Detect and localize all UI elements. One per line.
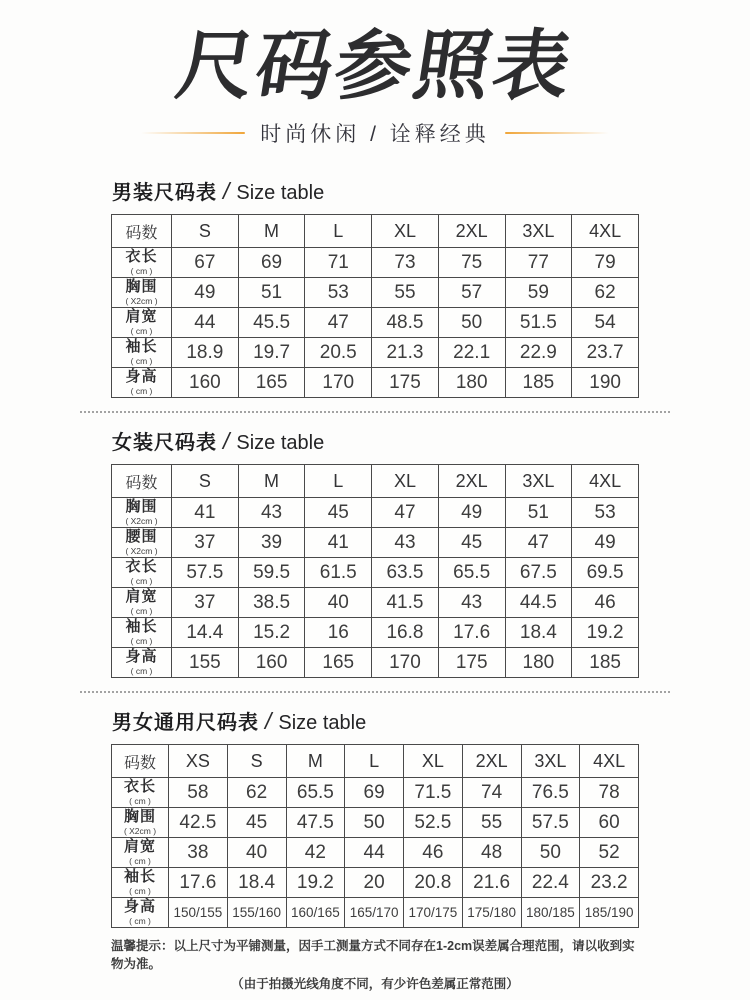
- row-label: [112, 588, 172, 618]
- size-value: 20: [345, 868, 404, 898]
- size-value: 21.6: [462, 868, 521, 898]
- section-men-sizes: [111, 176, 639, 398]
- measurement-row: [112, 248, 639, 278]
- measure-unit: ( X2cm ): [125, 546, 158, 557]
- size-value: 57: [438, 278, 505, 308]
- measure-name: 衣长: [125, 248, 158, 266]
- size-value: 76.5: [521, 778, 580, 808]
- row-label: [112, 808, 169, 838]
- size-value: 22.9: [505, 338, 572, 368]
- size-value: 185: [505, 368, 572, 398]
- size-value: 45: [227, 808, 286, 838]
- women-size-table: [111, 464, 639, 678]
- size-value: 185/190: [580, 898, 639, 928]
- size-column-header: M: [238, 465, 305, 498]
- size-value: 38.5: [238, 588, 305, 618]
- size-value: 69.5: [572, 558, 639, 588]
- row-label: [112, 838, 169, 868]
- measure-column-header: 码数: [112, 465, 172, 498]
- row-label: [112, 558, 172, 588]
- measurement-row: [112, 618, 639, 648]
- size-header-row: [112, 745, 639, 778]
- size-value: 44: [172, 308, 239, 338]
- row-label: [112, 898, 169, 928]
- size-value: 160: [238, 648, 305, 678]
- row-label: [112, 778, 169, 808]
- measure-column-header: 码数: [112, 745, 169, 778]
- section-title-en: Size table: [236, 182, 325, 205]
- size-value: 46: [404, 838, 463, 868]
- measurement-row: [112, 778, 639, 808]
- measure-name: 肩宽: [125, 308, 158, 326]
- size-header-row: [112, 465, 639, 498]
- size-value: 69: [345, 778, 404, 808]
- measure-unit: ( cm ): [130, 266, 153, 277]
- size-column-header: 4XL: [580, 745, 639, 778]
- measurement-row: [112, 338, 639, 368]
- size-value: 73: [372, 248, 439, 278]
- size-value: 170: [305, 368, 372, 398]
- size-value: 51: [238, 278, 305, 308]
- size-value: 78: [580, 778, 639, 808]
- size-value: 43: [372, 528, 439, 558]
- size-value: 50: [438, 308, 505, 338]
- size-value: 44.5: [505, 588, 572, 618]
- size-value: 74: [462, 778, 521, 808]
- size-value: 175: [438, 648, 505, 678]
- measurement-row: [112, 528, 639, 558]
- size-value: 180/185: [521, 898, 580, 928]
- measure-unit: ( cm ): [130, 326, 153, 337]
- size-value: 49: [572, 528, 639, 558]
- size-column-header: L: [305, 465, 372, 498]
- measure-name: 肩宽: [125, 588, 158, 606]
- measure-unit: ( X2cm ): [125, 516, 158, 527]
- size-value: 75: [438, 248, 505, 278]
- note-measurement-disclaimer: 温馨提示：以上尺寸为平铺测量，因手工测量方式不同存在1-2cm误差属合理范围，请以收到实物为准。: [111, 939, 635, 972]
- page-subtitle: 时尚休闲 / 诠释经典: [260, 123, 490, 147]
- size-value: 61.5: [305, 558, 372, 588]
- size-value: 49: [172, 278, 239, 308]
- size-column-header: 2XL: [462, 745, 521, 778]
- size-value: 47: [305, 308, 372, 338]
- size-value: 53: [305, 278, 372, 308]
- size-value: 20.8: [404, 868, 463, 898]
- size-value: 180: [438, 368, 505, 398]
- section-title-zh: 男装尺码表: [112, 182, 217, 205]
- size-value: 175: [372, 368, 439, 398]
- size-tables-content: [111, 176, 639, 993]
- size-value: 63.5: [372, 558, 439, 588]
- dotted-divider: [80, 411, 670, 413]
- size-value: 52: [580, 838, 639, 868]
- size-value: 65.5: [286, 778, 345, 808]
- size-value: 58: [169, 778, 228, 808]
- measure-unit: ( cm ): [129, 886, 151, 897]
- measure-name: 肩宽: [123, 838, 156, 856]
- page-title: 尺码参照表: [170, 24, 580, 109]
- size-value: 79: [572, 248, 639, 278]
- size-column-header: XL: [372, 465, 439, 498]
- size-value: 22.4: [521, 868, 580, 898]
- size-value: 22.1: [438, 338, 505, 368]
- size-value: 23.2: [580, 868, 639, 898]
- size-column-header: M: [238, 215, 305, 248]
- size-value: 15.2: [238, 618, 305, 648]
- size-value: 43: [438, 588, 505, 618]
- size-value: 67.5: [505, 558, 572, 588]
- measurement-row: [112, 278, 639, 308]
- size-value: 47.5: [286, 808, 345, 838]
- section-title-unisex: [112, 706, 639, 735]
- size-value: 59: [505, 278, 572, 308]
- size-value: 23.7: [572, 338, 639, 368]
- size-value: 165/170: [345, 898, 404, 928]
- size-value: 165: [238, 368, 305, 398]
- size-column-header: L: [345, 745, 404, 778]
- size-value: 57.5: [521, 808, 580, 838]
- size-value: 65.5: [438, 558, 505, 588]
- unisex-size-table: [111, 744, 639, 928]
- size-column-header: M: [286, 745, 345, 778]
- size-value: 55: [372, 278, 439, 308]
- measure-name: 袖长: [125, 338, 158, 356]
- measure-name: 胸围: [123, 808, 156, 826]
- size-value: 67: [172, 248, 239, 278]
- size-value: 52.5: [404, 808, 463, 838]
- measurement-row: [112, 808, 639, 838]
- size-value: 17.6: [169, 868, 228, 898]
- measurement-row: [112, 558, 639, 588]
- row-label: [112, 308, 172, 338]
- measure-name: 衣长: [123, 778, 156, 796]
- size-value: 19.2: [286, 868, 345, 898]
- measure-unit: ( cm ): [129, 916, 151, 927]
- size-value: 77: [505, 248, 572, 278]
- size-value: 42: [286, 838, 345, 868]
- size-column-header: XL: [404, 745, 463, 778]
- measure-name: 身高: [125, 648, 158, 666]
- row-label: [112, 528, 172, 558]
- size-value: 41.5: [372, 588, 439, 618]
- section-title-separator: /: [223, 428, 230, 455]
- page-subtitle-row: [0, 118, 750, 148]
- section-title-en: Size table: [236, 432, 325, 455]
- measure-unit: ( cm ): [129, 856, 151, 867]
- size-value: 51: [505, 498, 572, 528]
- size-value: 19.2: [572, 618, 639, 648]
- size-value: 69: [238, 248, 305, 278]
- size-value: 49: [438, 498, 505, 528]
- size-value: 160/165: [286, 898, 345, 928]
- section-unisex-sizes: [111, 706, 639, 928]
- subtitle-left-accent-line: [141, 132, 245, 134]
- size-value: 16: [305, 618, 372, 648]
- measure-name: 身高: [125, 368, 158, 386]
- size-value: 165: [305, 648, 372, 678]
- size-value: 155: [172, 648, 239, 678]
- row-label: [112, 618, 172, 648]
- measurement-row: [112, 898, 639, 928]
- measure-name: 身高: [123, 898, 156, 916]
- size-value: 45.5: [238, 308, 305, 338]
- row-label: [112, 368, 172, 398]
- size-value: 60: [580, 808, 639, 838]
- section-title-separator: /: [265, 708, 272, 735]
- size-column-header: 3XL: [505, 465, 572, 498]
- size-value: 40: [305, 588, 372, 618]
- size-column-header: S: [172, 215, 239, 248]
- size-value: 40: [227, 838, 286, 868]
- size-value: 170: [372, 648, 439, 678]
- size-value: 190: [572, 368, 639, 398]
- size-value: 41: [172, 498, 239, 528]
- section-title-separator: /: [223, 178, 230, 205]
- size-value: 48: [462, 838, 521, 868]
- size-value: 53: [572, 498, 639, 528]
- size-value: 59.5: [238, 558, 305, 588]
- size-value: 155/160: [227, 898, 286, 928]
- size-value: 45: [305, 498, 372, 528]
- measure-unit: ( cm ): [130, 606, 153, 617]
- size-value: 41: [305, 528, 372, 558]
- size-value: 37: [172, 528, 239, 558]
- measure-column-header: 码数: [112, 215, 172, 248]
- men-size-table: [111, 214, 639, 398]
- size-value: 14.4: [172, 618, 239, 648]
- size-value: 18.4: [227, 868, 286, 898]
- size-value: 50: [345, 808, 404, 838]
- measurement-row: [112, 498, 639, 528]
- measurement-row: [112, 368, 639, 398]
- measure-unit: ( cm ): [130, 356, 153, 367]
- size-column-header: S: [227, 745, 286, 778]
- size-column-header: 4XL: [572, 465, 639, 498]
- size-value: 44: [345, 838, 404, 868]
- size-value: 55: [462, 808, 521, 838]
- row-label: [112, 868, 169, 898]
- measurement-row: [112, 308, 639, 338]
- measure-name: 腰围: [125, 528, 158, 546]
- size-value: 62: [572, 278, 639, 308]
- size-value: 46: [572, 588, 639, 618]
- size-value: 38: [169, 838, 228, 868]
- size-value: 71.5: [404, 778, 463, 808]
- measure-name: 胸围: [125, 498, 158, 516]
- size-value: 39: [238, 528, 305, 558]
- row-label: [112, 248, 172, 278]
- measure-unit: ( cm ): [129, 796, 151, 807]
- size-column-header: L: [305, 215, 372, 248]
- size-value: 47: [372, 498, 439, 528]
- measure-name: 袖长: [125, 618, 158, 636]
- size-value: 19.7: [238, 338, 305, 368]
- size-value: 18.4: [505, 618, 572, 648]
- row-label: [112, 648, 172, 678]
- size-column-header: 4XL: [572, 215, 639, 248]
- size-value: 150/155: [169, 898, 228, 928]
- measure-unit: ( X2cm ): [125, 296, 158, 307]
- measurement-row: [112, 868, 639, 898]
- size-column-header: 3XL: [505, 215, 572, 248]
- size-column-header: 3XL: [521, 745, 580, 778]
- size-value: 20.5: [305, 338, 372, 368]
- size-value: 42.5: [169, 808, 228, 838]
- size-column-header: XS: [169, 745, 228, 778]
- size-value: 21.3: [372, 338, 439, 368]
- size-value: 180: [505, 648, 572, 678]
- section-title-men: [112, 176, 639, 205]
- measure-name: 袖长: [123, 868, 156, 886]
- section-title-zh: 女装尺码表: [112, 432, 217, 455]
- measure-name: 衣长: [125, 558, 158, 576]
- row-label: [112, 338, 172, 368]
- size-column-header: S: [172, 465, 239, 498]
- note-color-disclaimer: （由于拍摄光线角度不同，有少许色差属正常范围）: [231, 977, 519, 992]
- measure-unit: ( X2cm ): [123, 826, 157, 837]
- measurement-row: [112, 648, 639, 678]
- measure-unit: ( cm ): [130, 666, 153, 677]
- size-value: 160: [172, 368, 239, 398]
- size-value: 62: [227, 778, 286, 808]
- size-value: 45: [438, 528, 505, 558]
- measure-unit: ( cm ): [130, 386, 153, 397]
- measure-name: 胸围: [125, 278, 158, 296]
- row-label: [112, 278, 172, 308]
- size-value: 50: [521, 838, 580, 868]
- size-value: 48.5: [372, 308, 439, 338]
- section-women-sizes: [111, 426, 639, 678]
- size-header-row: [112, 215, 639, 248]
- size-value: 18.9: [172, 338, 239, 368]
- size-value: 43: [238, 498, 305, 528]
- measure-unit: ( cm ): [130, 636, 153, 647]
- size-column-header: 2XL: [438, 465, 505, 498]
- size-value: 175/180: [462, 898, 521, 928]
- size-value: 16.8: [372, 618, 439, 648]
- size-value: 17.6: [438, 618, 505, 648]
- section-title-zh: 男女通用尺码表: [112, 712, 259, 735]
- size-column-header: 2XL: [438, 215, 505, 248]
- section-title-women: [112, 426, 639, 455]
- size-value: 54: [572, 308, 639, 338]
- size-value: 57.5: [172, 558, 239, 588]
- dotted-divider: [80, 691, 670, 693]
- size-value: 185: [572, 648, 639, 678]
- measurement-row: [112, 838, 639, 868]
- subtitle-right-accent-line: [505, 132, 609, 134]
- size-value: 37: [172, 588, 239, 618]
- section-title-en: Size table: [278, 712, 367, 735]
- measure-unit: ( cm ): [130, 576, 153, 587]
- row-label: [112, 498, 172, 528]
- size-value: 51.5: [505, 308, 572, 338]
- size-value: 170/175: [404, 898, 463, 928]
- size-value: 71: [305, 248, 372, 278]
- size-value: 47: [505, 528, 572, 558]
- measurement-row: [112, 588, 639, 618]
- page-header: [0, 24, 750, 148]
- size-column-header: XL: [372, 215, 439, 248]
